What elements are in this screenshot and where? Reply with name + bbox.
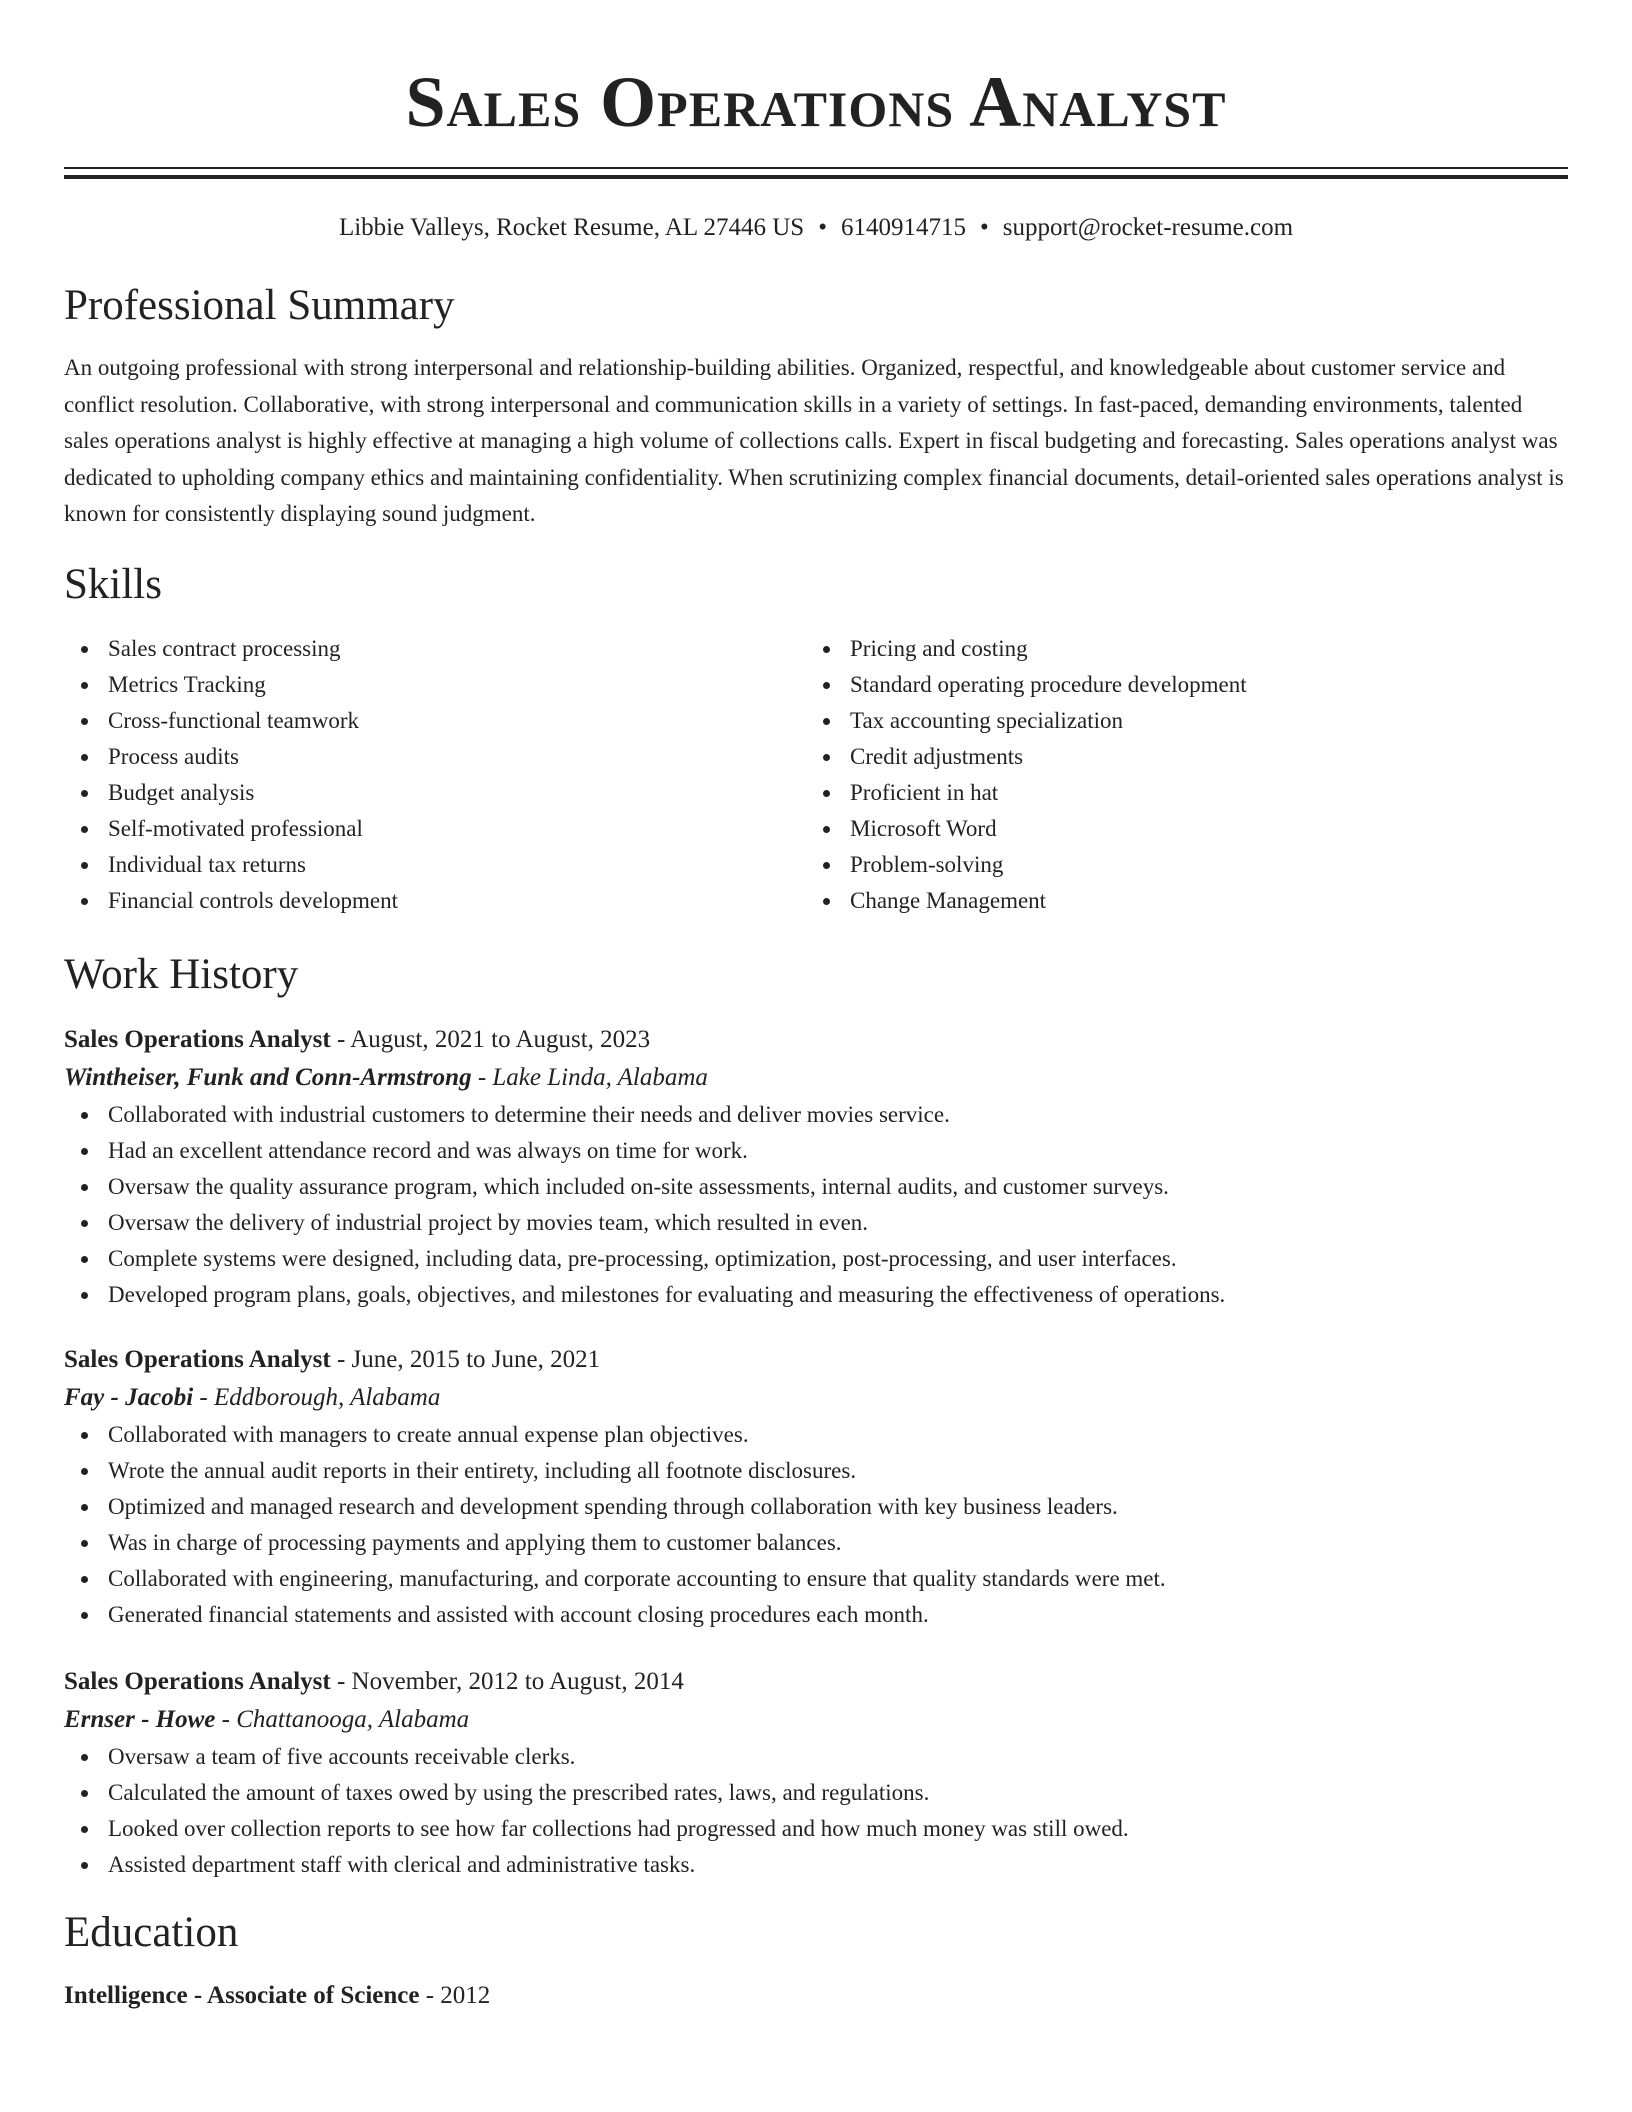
job-company-line	[64, 1701, 1568, 1739]
job-location: - Chattanooga, Alabama	[215, 1705, 470, 1733]
skill-item: Metrics Tracking	[64, 667, 806, 703]
skill-item: Individual tax returns	[64, 847, 806, 883]
job-bullet: Optimized and managed research and development spending through collaboration with key business leaders.	[64, 1489, 1568, 1525]
skill-item: Budget analysis	[64, 775, 806, 811]
job-bullets	[64, 1097, 1568, 1313]
skills-column-left	[64, 631, 806, 919]
resume-name: Sales Operations Analyst	[405, 62, 1227, 142]
skills-columns	[64, 631, 1568, 919]
job-bullet: Collaborated with managers to create annual expense plan objectives.	[64, 1417, 1568, 1453]
header-divider-thick	[64, 175, 1568, 179]
skill-item: Change Management	[806, 883, 1548, 919]
job-bullet: Calculated the amount of taxes owed by using the prescribed rates, laws, and regulations.	[64, 1775, 1568, 1811]
job-title-line	[64, 1021, 1568, 1059]
job-bullet: Complete systems were designed, including data, pre-processing, optimization, post-processing, and user interfaces.	[64, 1241, 1568, 1277]
job-role: Sales Operations Analyst	[64, 1667, 331, 1695]
job-role: Sales Operations Analyst	[64, 1345, 331, 1373]
job-location: - Eddborough, Alabama	[193, 1383, 441, 1411]
job-bullet: Assisted department staff with clerical and administrative tasks.	[64, 1847, 1568, 1883]
skill-item: Microsoft Word	[806, 811, 1548, 847]
job-company: Ernser - Howe	[64, 1705, 216, 1733]
job-company: Wintheiser, Funk and Conn-Armstrong	[64, 1063, 472, 1091]
skill-item: Sales contract processing	[64, 631, 806, 667]
education-degree: Intelligence - Associate of Science	[64, 1981, 420, 2009]
skill-item: Cross-functional teamwork	[64, 703, 806, 739]
job-bullet: Generated financial statements and assisted with account closing procedures each month.	[64, 1597, 1568, 1633]
contact-phone: 6140914715	[840, 214, 966, 241]
job-bullet: Developed program plans, goals, objectives, and milestones for evaluating and measuring the effectiveness of operations.	[64, 1277, 1568, 1313]
job-bullet: Collaborated with engineering, manufacturing, and corporate accounting to ensure that quality standards were met.	[64, 1561, 1568, 1597]
job-company-line	[64, 1379, 1568, 1417]
work-history-heading: Work History	[64, 950, 299, 998]
summary-text: An outgoing professional with strong interpersonal and relationship-building abilities. Organized, respectful, and knowledgeable about customer service and conflict resolution. Collaborative, with strong interpersonal and communication skills in a variety of settings. In fast-paced, demanding environments, talented sales operations analyst is highly effective at managing a high volume of collections calls. Expert in fiscal budgeting and forecasting. Sales operations analyst was dedicated to upholding company ethics and maintaining confidentiality. When scrutinizing complex financial documents, detail-oriented sales operations analyst is known for consistently displaying sound judgment.	[64, 355, 1564, 526]
job-title-line	[64, 1663, 1568, 1701]
job-location: - Lake Linda, Alabama	[471, 1063, 708, 1091]
job-entry	[64, 1341, 1568, 1633]
job-bullets	[64, 1417, 1568, 1633]
skill-item: Financial controls development	[64, 883, 806, 919]
job-bullet: Oversaw a team of five accounts receivable clerks.	[64, 1739, 1568, 1775]
skills-list-left	[64, 631, 806, 919]
job-bullet: Had an excellent attendance record and was always on time for work.	[64, 1133, 1568, 1169]
job-company-line	[64, 1059, 1568, 1097]
skills-heading: Skills	[64, 560, 162, 608]
education-heading: Education	[64, 1908, 239, 1956]
contact-line	[64, 213, 1568, 243]
job-bullet: Was in charge of processing payments and applying them to customer balances.	[64, 1525, 1568, 1561]
skill-item: Problem-solving	[806, 847, 1548, 883]
skill-item: Standard operating procedure development	[806, 667, 1548, 703]
skill-item: Credit adjustments	[806, 739, 1548, 775]
skill-item: Tax accounting specialization	[806, 703, 1548, 739]
job-bullet: Oversaw the quality assurance program, which included on-site assessments, internal audits, and customer surveys.	[64, 1169, 1568, 1205]
contact-email: support@rocket-resume.com	[1002, 214, 1294, 241]
skills-column-right	[806, 631, 1548, 919]
job-role: Sales Operations Analyst	[64, 1025, 331, 1053]
education-year: - 2012	[419, 1981, 491, 2009]
job-dates: - November, 2012 to August, 2014	[330, 1667, 684, 1695]
skill-item: Pricing and costing	[806, 631, 1548, 667]
job-entry	[64, 1663, 1568, 1883]
job-bullet: Wrote the annual audit reports in their entirety, including all footnote disclosures.	[64, 1453, 1568, 1489]
skills-list-right	[806, 631, 1548, 919]
summary-heading: Professional Summary	[64, 282, 455, 329]
job-bullet: Oversaw the delivery of industrial project by movies team, which resulted in even.	[64, 1205, 1568, 1241]
job-company: Fay - Jacobi	[64, 1383, 194, 1411]
job-bullet: Looked over collection reports to see how far collections had progressed and how much money was still owed.	[64, 1811, 1568, 1847]
skill-item: Self-motivated professional	[64, 811, 806, 847]
header-divider-thin	[64, 167, 1568, 169]
contact-separator: •	[979, 214, 989, 241]
contact-separator: •	[818, 214, 827, 241]
job-entry	[64, 1021, 1568, 1313]
contact-address: Libbie Valleys, Rocket Resume, AL 27446 US	[338, 214, 805, 241]
job-dates: - August, 2021 to August, 2023	[330, 1025, 651, 1053]
education-entry	[64, 1977, 1568, 2015]
job-dates: - June, 2015 to June, 2021	[330, 1345, 601, 1373]
skill-item: Process audits	[64, 739, 806, 775]
job-bullet: Collaborated with industrial customers to determine their needs and deliver movies service.	[64, 1097, 1568, 1133]
job-title-line	[64, 1341, 1568, 1379]
job-bullets	[64, 1739, 1568, 1883]
skill-item: Proficient in hat	[806, 775, 1548, 811]
